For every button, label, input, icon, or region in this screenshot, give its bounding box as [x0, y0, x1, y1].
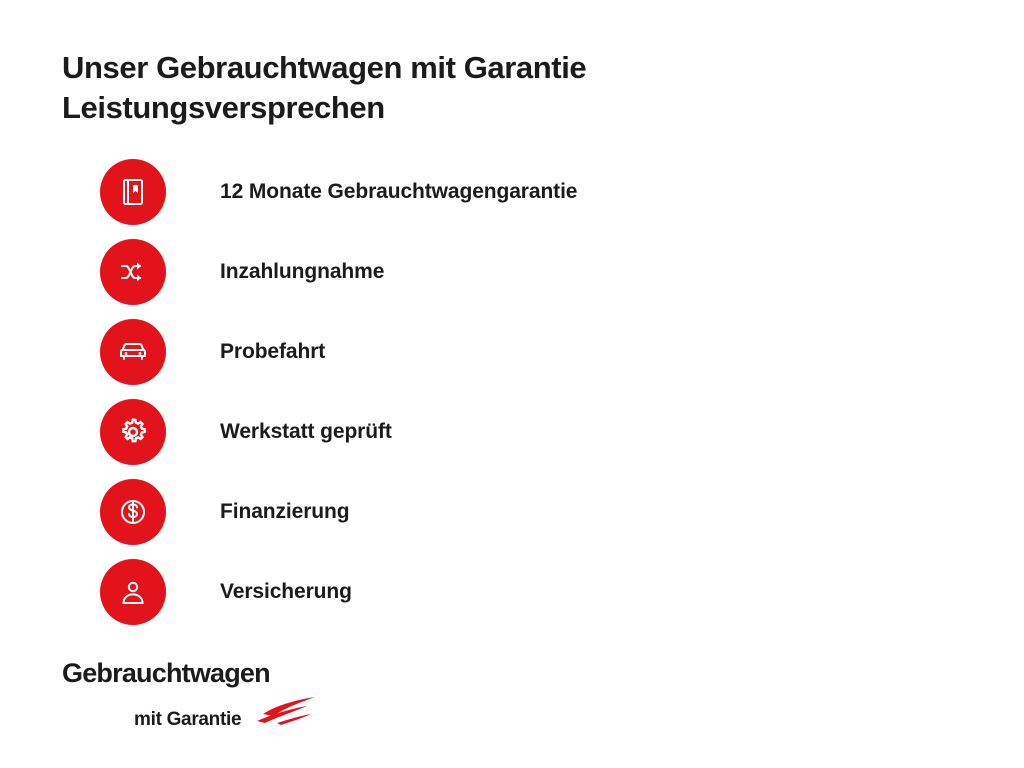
brand-logo-top-text: Gebrauchtwagen: [62, 658, 270, 688]
list-item: [100, 392, 880, 472]
person-shield-icon: [100, 559, 166, 625]
list-item-label: Finanzierung: [220, 500, 350, 523]
list-item: [100, 552, 880, 632]
car-front-icon: [100, 319, 166, 385]
list-item: [100, 312, 880, 392]
list-item-label: Probefahrt: [220, 340, 326, 363]
list-item-label: 12 Monate Gebrauchtwagengarantie: [220, 180, 578, 203]
list-item-label: Werkstatt geprüft: [220, 420, 392, 443]
feature-list: [100, 152, 880, 632]
dollar-coin-icon: [100, 479, 166, 545]
booklet-icon: [100, 159, 166, 225]
brand-logo-bottom-text: mit Garantie: [134, 709, 242, 730]
page-title: [62, 48, 802, 127]
red-swoosh-icon: [255, 692, 325, 731]
page-title-line-1: Unser Gebrauchtwagen mit Garantie: [62, 50, 587, 85]
list-item-label: Inzahlungnahme: [220, 260, 385, 283]
page-title-line-2: Leistungsversprechen: [62, 89, 385, 125]
list-item: [100, 232, 880, 312]
list-item: [100, 152, 880, 232]
brand-logo: [62, 660, 382, 729]
brand-logo-bottom-row: [62, 692, 382, 729]
list-item: [100, 472, 880, 552]
list-item-label: Versicherung: [220, 580, 352, 603]
gear-icon: [100, 399, 166, 465]
shuffle-arrows-icon: [100, 239, 166, 305]
